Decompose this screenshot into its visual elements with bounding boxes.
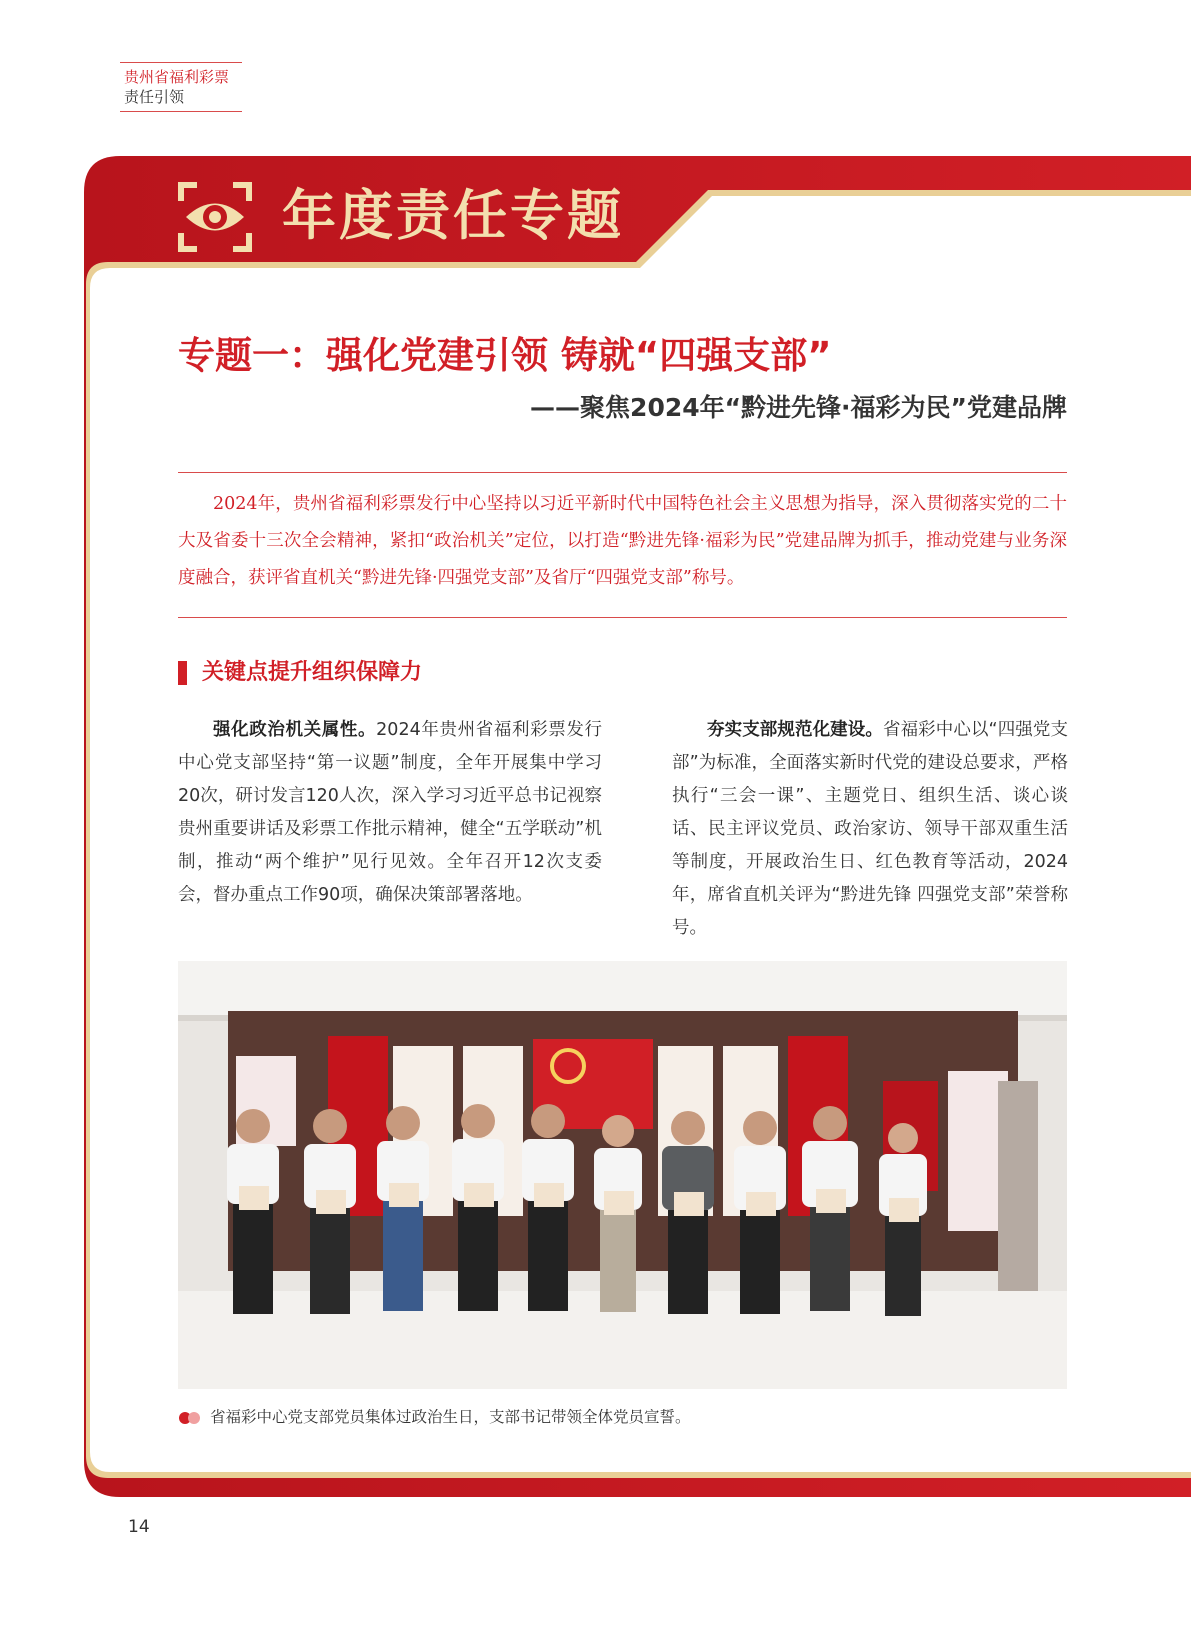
brand-section: 责任引领 [124,88,185,106]
topic-subtitle: ——聚焦2024年“黔进先锋·福彩为民”党建品牌 [530,393,1067,422]
divider-top [178,472,1067,473]
brand-header [120,62,242,112]
left-column-lead: 强化政治机关属性。 [213,720,377,740]
left-column-body: 2024年贵州省福利彩票发行中心党支部坚持“第一议题”制度，全年开展集中学习20次，研讨发言120人次，深入学习习近平总书记视察贵州重要讲话及彩票工作批示精神，健全“五学联动”机制，推动“两个维护”见行见效。全年召开12次支委会，督办重点工作90项，确保决策部署落地。 [178,720,602,905]
key-section-heading: 关键点提升组织保障力 [202,660,423,685]
page-number: 14 [128,1517,150,1537]
heading-bar [178,661,187,685]
right-column-lead: 夯实支部规范化建设。 [707,720,883,740]
eye-icon [178,182,252,252]
topic-title: 专题一：强化党建引领 铸就“四强支部” [178,334,832,377]
divider-bottom [178,617,1067,618]
caption-bullet-icon [178,1410,202,1424]
brand-org: 贵州省福利彩票 [124,68,230,86]
right-column-text [672,714,1068,945]
intro-paragraph: 2024年，贵州省福利彩票发行中心坚持以习近平新时代中国特色社会主义思想为指导，深入贯彻落实党的二十大及省委十三次全会精神，紧扣“政治机关”定位，以打造“黔进先锋·福彩为民”党建品牌为抓手，推动党建与业务深度融合，获评省直机关“黔进先锋·四强党支部”及省厅“四强党支部”称号。 [178,494,1067,588]
left-column-text [178,714,602,912]
right-column-body: 省福彩中心以“四强党支部”为标准，全面落实新时代党的建设总要求，严格执行“三会一课”、主题党日、组织生活、谈心谈话、民主评议党员、政治家访、领导干部双重生活等制度，开展政治生日、红色教育等活动，2024年，席省直机关评为“黔进先锋 四强党支部”荣誉称号。 [672,720,1068,938]
group-photo [178,961,1067,1389]
banner-title: 年度责任专题 [282,184,624,247]
photo-caption: 省福彩中心党支部党员集体过政治生日，支部书记带领全体党员宣誓。 [210,1408,691,1426]
